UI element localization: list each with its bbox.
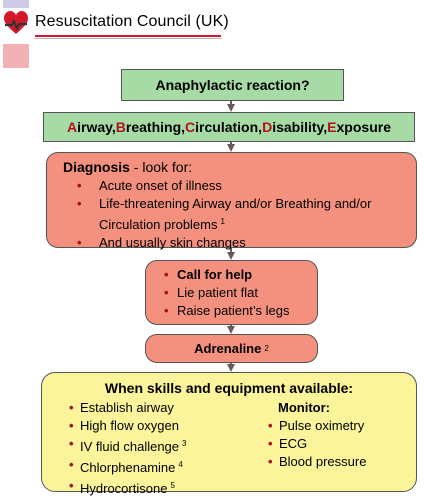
skills-item — [69, 417, 186, 435]
skills-item — [69, 435, 186, 456]
abcde-initial-a: A — [67, 119, 78, 135]
abcde-rest-c: irculation, — [195, 119, 263, 135]
abcde-box — [43, 112, 415, 142]
bullet-icon: • — [268, 454, 273, 469]
monitor-item-text: Pulse oximetry — [279, 418, 365, 433]
action-item — [164, 302, 317, 320]
abcde-initial-e: E — [327, 119, 337, 135]
diagnosis-item — [77, 195, 399, 234]
bullet-icon: • — [69, 418, 74, 433]
skills-item-text: High flow oxygen — [80, 418, 179, 433]
bullet-icon: • — [77, 196, 82, 211]
action-item-text: Call for help — [177, 267, 253, 282]
action-item-text: Lie patient flat — [177, 285, 258, 300]
diagnosis-list — [77, 177, 416, 252]
abcde-rest-b: reathing, — [125, 119, 186, 135]
abcde-initial-b: B — [115, 119, 126, 135]
abcde-initial-c: C — [185, 119, 196, 135]
monitor-item-text: Blood pressure — [279, 454, 367, 469]
skills-item-text: Chlorphenamine — [80, 460, 176, 475]
bullet-icon: • — [69, 457, 74, 472]
monitor-item-text: ECG — [279, 436, 308, 451]
bullet-icon: • — [69, 436, 74, 451]
monitor-item — [268, 453, 366, 471]
skills-list — [69, 399, 186, 498]
bullet-icon: • — [69, 478, 74, 493]
diagnosis-heading — [63, 158, 416, 176]
bullet-icon: • — [77, 235, 82, 250]
skills-item-text: Hydrocortisone — [80, 481, 168, 496]
skills-item-text: Establish airway — [80, 400, 174, 415]
anaphylactic-reaction-label: Anaphylactic reaction? — [155, 77, 310, 93]
action-item-text: Raise patient’s legs — [177, 303, 290, 318]
adrenaline-box — [145, 334, 318, 363]
monitor-list — [268, 417, 366, 471]
adrenaline-label: Adrenaline — [194, 341, 262, 356]
diagnosis-item-text: Life-threatening Airway and/or Breathing and/or Circulation problems — [99, 196, 372, 232]
diagnosis-item-text: Acute onset of illness — [99, 178, 222, 193]
initial-actions-box — [145, 260, 318, 325]
bullet-icon: • — [268, 418, 273, 433]
bullet-icon: • — [164, 285, 169, 300]
diagnosis-item — [77, 234, 416, 252]
anaphylactic-reaction-box — [121, 69, 344, 101]
action-item — [164, 284, 317, 302]
abcde-rest-e: xposure — [336, 119, 391, 135]
bullet-icon: • — [164, 267, 169, 282]
footnote-marker: 3 — [182, 439, 187, 448]
skills-item — [69, 456, 186, 477]
bullet-icon: • — [77, 178, 82, 193]
diagnosis-title-suffix: - look for: — [129, 159, 193, 175]
diagnosis-box — [46, 152, 417, 248]
skills-item — [69, 399, 186, 417]
diagnosis-title: Diagnosis — [63, 159, 130, 175]
action-item — [164, 266, 317, 284]
monitor-item — [268, 417, 366, 435]
bullet-icon: • — [268, 436, 273, 451]
abcde-initial-d: D — [262, 119, 273, 135]
abcde-rest-d: isability, — [272, 119, 328, 135]
skills-item — [69, 477, 186, 498]
footnote-marker: 4 — [178, 460, 183, 469]
footnote-marker: 2 — [264, 344, 269, 353]
organisation-name: Resuscitation Council (UK) — [35, 13, 229, 30]
monitor-label: Monitor: — [278, 400, 330, 415]
skills-item-text: IV fluid challenge — [80, 439, 180, 454]
skills-title: When skills and equipment available: — [104, 380, 354, 396]
bullet-icon: • — [69, 400, 74, 415]
diagnosis-item — [77, 177, 416, 195]
abcde-rest-a: irway, — [77, 119, 116, 135]
bullet-icon: • — [164, 303, 169, 318]
monitor-item — [268, 435, 366, 453]
footnote-marker: 1 — [220, 217, 225, 226]
footnote-marker: 5 — [170, 481, 175, 490]
initial-actions-list — [164, 266, 317, 320]
skills-equipment-box — [41, 372, 417, 496]
diagnosis-item-text: And usually skin changes — [99, 235, 246, 250]
